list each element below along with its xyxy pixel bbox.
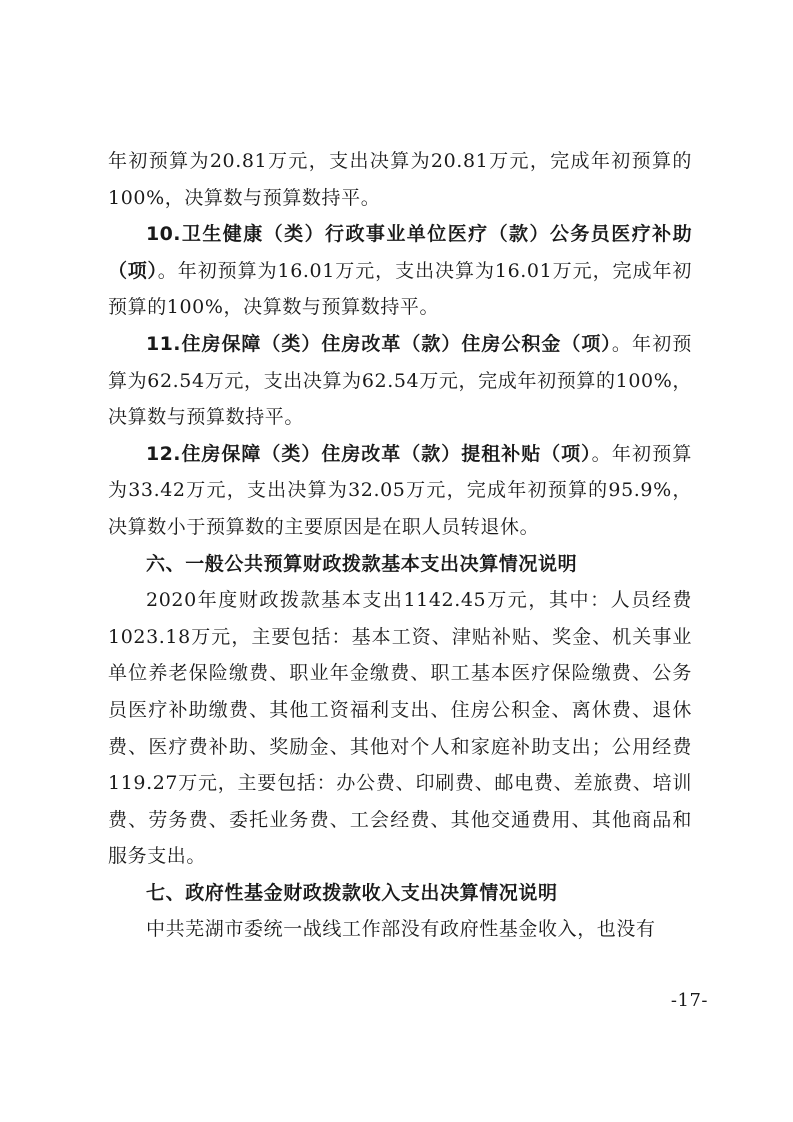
item-title: 11.住房保障（类）住房改革（款）住房公积金（项） — [146, 332, 612, 355]
paragraph-text: 年初预算为20.81万元，支出决算为20.81万元，完成年初预算的100%，决算数与预算数持平。 — [108, 150, 692, 209]
section-6-paragraph: 2020年度财政拨款基本支出1142.45万元，其中：人员经费1023.18万元，主要包括：基本工资、津贴补贴、奖金、机关事业单位养老保险缴费、职业年金缴费、职工基本医疗保险缴费、公务员医疗补助缴费、其他工资福利支出、住房公积金、离休费、退休费、医疗费补助、奖励金、其他对个人和家庭补助支出；公用经费119.27万元，主要包括：办公费、印刷费、邮电费、差旅费、培训费、劳务费、委托业务费、工会经费、其他交通费用、其他商品和服务支出。 — [108, 589, 692, 868]
paragraph-text: 。年初预算为16.01万元，支出决算为16.01万元，完成年初预算的100%，决算数与预算数持平。 — [108, 259, 693, 319]
paragraph-text: 。年初预算为33.42万元，支出决算为32.05万元，完成年初预算的95.9%，决算数小于预算数的主要原因是在职人员转退休。 — [108, 442, 692, 538]
paragraph-item9-continued — [108, 143, 692, 216]
section-heading-7: 七、政府性基金财政拨款收入支出决算情况说明 — [146, 881, 558, 904]
paragraph-item12 — [108, 436, 692, 546]
item-title: 12.住房保障（类）住房改革（款）提租补贴（项） — [146, 442, 592, 465]
page-number: -17- — [670, 990, 708, 1011]
paragraph-item10 — [108, 216, 692, 326]
section-7-paragraph: 中共芜湖市委统一战线工作部没有政府性基金收入，也没有 — [146, 918, 656, 941]
document-body — [108, 143, 692, 948]
section-heading-6: 六、一般公共预算财政拨款基本支出决算情况说明 — [146, 552, 578, 575]
paragraph-text: 。年初预算为62.54万元，支出决算为62.54万元，完成年初预算的100%，决算数与预算数持平。 — [108, 332, 692, 429]
paragraph-item11 — [108, 326, 692, 436]
item-title: 10.卫生健康（类）行政事业单位医疗（款）公务员医疗补助（项） — [108, 223, 692, 282]
